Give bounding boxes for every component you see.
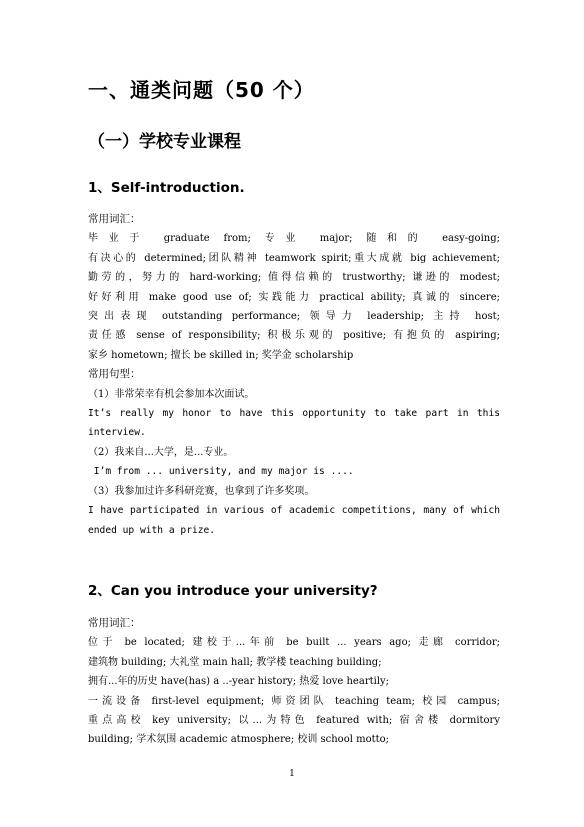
pattern-line: interview. [88, 427, 146, 439]
pattern-line: It’s really my honor to have this opportunity to take part in this [88, 408, 500, 420]
vocab-label: 常用词汇： [88, 213, 141, 225]
pattern-line: I’m from ... university, and my major is .... [88, 466, 354, 478]
vocab-line: 责任感 sense of responsibility; 积极乐观的 positive; 有抱负的 aspiring; [88, 330, 500, 342]
vocab-line: 突出表现 outstanding performance; 领导力 leadership; 主持 host; [88, 311, 500, 323]
question-1-body [88, 210, 500, 540]
pattern-line: I have participated in various of academic competitions, many of which [88, 505, 500, 517]
question-2-body [88, 614, 500, 750]
question-1-heading: 1、Self-introduction. [88, 180, 245, 196]
vocab-line: 重点高校 key university; 以...为特色 featured with; 宿舍楼 dormitory [88, 715, 500, 727]
vocab-line: 一流设备 first-level equipment; 师资团队 teaching team; 校园 campus; [88, 695, 500, 707]
vocab-line: 拥有...年的历史 have(has) a ..-year history; 热爱 love heartily; [88, 676, 390, 688]
vocab-line: 位于 be located; 建校于...年前 be built ... years ago; 走廊 corridor; [88, 637, 500, 649]
vocab-line: 好好利用 make good use of; 实践能力 practical ability; 真诚的 sincere; [88, 291, 500, 303]
page-number: 1 [289, 769, 295, 779]
pattern-line: （3）我参加过许多科研竞赛，也拿到了许多奖项。 [88, 485, 315, 497]
vocab-line: 建筑物 building; 大礼堂 main hall; 教学楼 teaching building; [88, 656, 382, 668]
vocab-line: building; 学术氛围 academic atmosphere; 校训 school motto; [88, 734, 390, 746]
vocab-line: 家乡 hometown; 擅长 be skilled in; 奖学金 scholarship [88, 349, 354, 361]
pattern-line: （2）我来自...大学，是...专业。 [88, 446, 234, 458]
section-title: （一）学校专业课程 [88, 132, 241, 152]
vocab-label: 常用词汇： [88, 617, 141, 629]
pattern-line: （1）非常荣幸有机会参加本次面试。 [88, 388, 255, 400]
chapter-title: 一、通类问题（50 个） [88, 78, 315, 102]
question-2-heading: 2、Can you introduce your university? [88, 583, 378, 599]
pattern-label: 常用句型： [88, 368, 141, 381]
pattern-line: ended up with a prize. [88, 524, 216, 536]
vocab-line: 毕业于 graduate from; 专业 major; 随和的 easy-going; [88, 233, 500, 245]
vocab-line: 勤劳的，努力的 hard-working; 值得信赖的 trustworthy; 谦逊的 modest; [88, 272, 500, 284]
vocab-line: 有决心的 determined;团队精神 teamwork spirit;重大成就 big achievement; [88, 252, 500, 264]
